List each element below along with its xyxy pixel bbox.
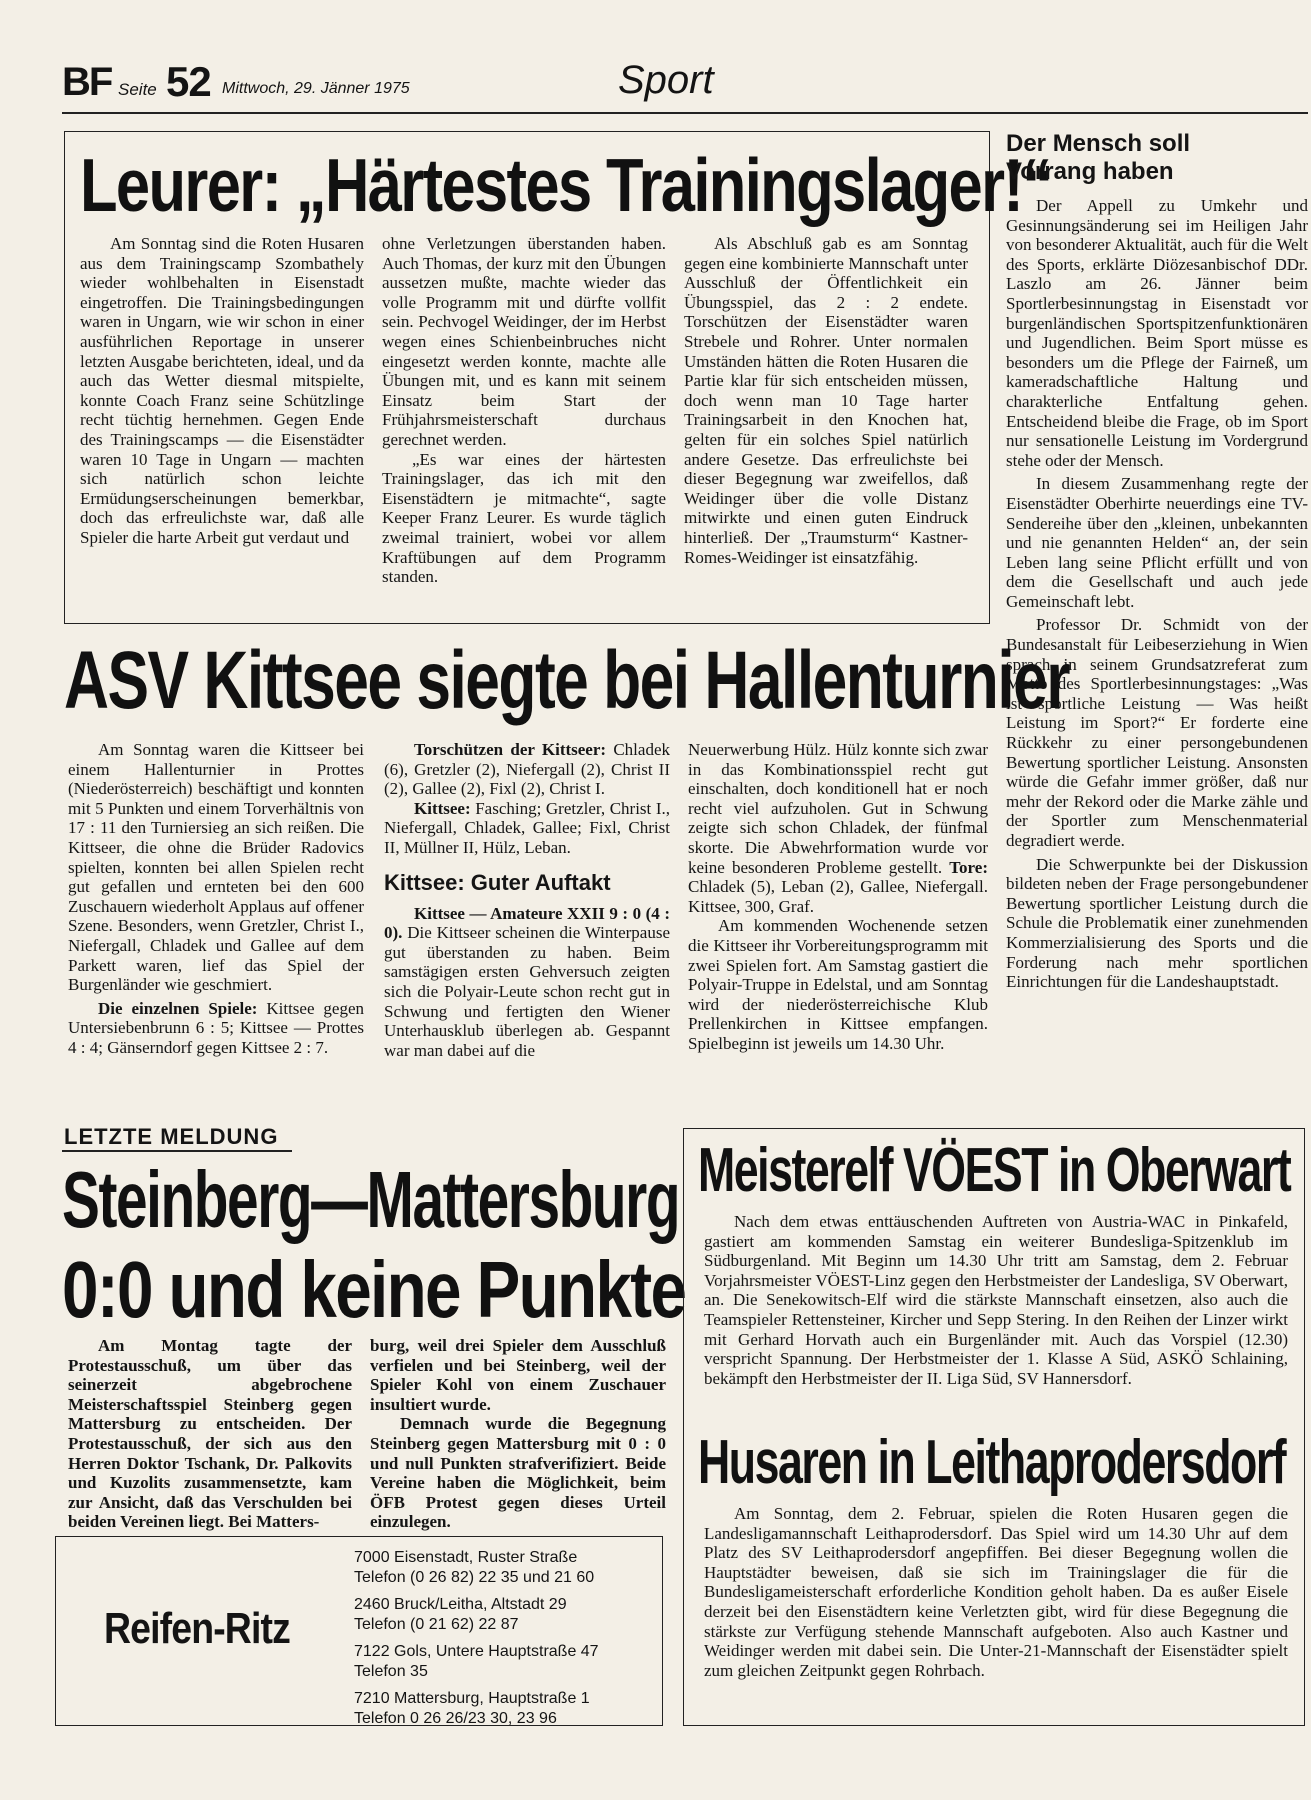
article-kittsee-scorers (384, 740, 670, 799)
article-kittsee-col3-text-b: Am kommenden Wochenende setzen die Kittseer ihr Vorbereitungsprogramm mit zwei Spielen fort. Am Samstag gastiert die Polyair-Truppe in Edelstal, und am Sonntag wird der niederösterreichische Klub Prellenkirchen in Kittsee empfangen. Spielbeginn ist jeweils um 14.30 Uhr. (688, 916, 988, 1053)
sidebar-headline: Der Mensch soll Vorrang haben (1006, 130, 1191, 185)
issue-date: Mittwoch, 29. Jänner 1975 (222, 80, 410, 97)
article-steinberg-kicker: LETZTE MELDUNG (64, 1124, 279, 1149)
article-kittsee-col2 (384, 740, 670, 1060)
article-kittsee-goals-text: Chladek (5), Leban (2), Gallee, Niefergall. Kittsee, 300, Graf. (688, 877, 988, 916)
article-steinberg-col2 (370, 1336, 666, 1532)
article-kittsee-games-text: Kittsee gegen Untersiebenbrunn 6 : 5; Kittsee — Prottes 4 : 4; Gänserndorf gegen Kittsee 2 : 7. (68, 998, 365, 1057)
article-kittsee-subhead: Kittsee: Guter Auftakt (384, 869, 611, 895)
article-leurer-col1 (80, 234, 364, 548)
sidebar-p1: Der Appell zu Umkehr und Gesinnungsänderung sei im Heiligen Jahr von besonderer Aktualität, auch für die Welt des Sports, erklärte Diözesanbischof DDr. Laszlo am 26. Jänner beim Sportlerbesinnungstag in Eisenstadt vor burgenländischen Sportspitzenfunktionären und Jugendlichen. Beim Sport müsse es besonders um die Pflege der Fairneß, um kameradschaftliche Haltung und charakterliche Entfaltung gehen. Entscheidend bleibe die Frage, ob im Sport nur sensationelle Leistung im Vordergrund stehe oder der Mensch. (1006, 196, 1308, 470)
article-voest-text: Nach dem etwas enttäuschenden Auftreten von Austria-WAC in Pinkafeld, gastiert am kommenden Samstag ein weiterer Bundesliga-Spitzenklub im Südburgenland. Mit Beginn um 14.30 Uhr tritt am Samstag, dem 2. Februar Vorjahrsmeister VÖEST-Linz gegen den Herbstmeister der Landesliga, SV Oberwart, an. Die Senekowitsch-Elf wird die stärkste Mannschaft einsetzen, also auch die Teamspieler Rettensteiner, Kircher und Sepp Stering. In den Reihen der Linzer wirkt mit Gerhard Horvath auch ein Burgenländer mit. Auch das Vorspiel (12.30) verspricht Spannung. Der Herbstmeister der 1. Klasse A Süd, ASKÖ Schlaining, bekämpft den Herbstmeister der II. Liga Süd, SV Hannersdorf. (704, 1212, 1288, 1388)
article-husaren-text: Am Sonntag, dem 2. Februar, spielen die Roten Husaren gegen die Landesligamannschaft Leithaprodersdorf. Das Spiel wird um 14.30 Uhr auf dem Platz des SV Leithaprodersdorf angepfiffen. Bei dieser Begegnung wollen die Hauptstädter beweisen, daß sie sich im Trainingslager die für die Bundesligameisterschaft erforderliche Kondition geholt haben. Da es außer Eisele derzeit bei den Eisenstädtern keine Verletzten gibt, wird für diese Begegnung die stärkste zur Verfügung stehende Mannschaft aufgeboten. Also auch Kastner und Weidinger werden mit dabei sein. Die Unter-21-Mannschaft der Eisenstädter spielt zum gleichen Zeitpunkt gegen Rohrbach. (704, 1504, 1288, 1680)
advert-branch-phone: Telefon (0 21 62) 22 87 (354, 1615, 519, 1633)
sidebar-body (1006, 196, 1308, 992)
masthead (62, 58, 1308, 116)
article-kittsee-col3-text-a (688, 740, 988, 916)
article-steinberg-col1-text: Am Montag tagte der Protestausschuß, um über das seinerzeit abgebrochene Meisterschaftsspiel Steinberg gegen Mattersburg zu entscheiden. Der Protestausschuß, der sich aus den Herren Doktor Tschank, Dr. Palkovits und Kuzolits zusammensetzte, kam zur Ansicht, daß das Verschulden bei beiden Vereinen liegt. Bei Matters- (68, 1336, 352, 1532)
article-kittsee-match-text: Die Kittseer scheinen die Winterpause gut überstanden zu haben. Beim samstägigen ersten Gehversuch zeigten sich die Polyair-Leute schon recht gut in Schwung und fertigten den Wiener Unterhausklub überlegen ab. Gespannt war man dabei auf die (384, 923, 670, 1060)
article-leurer-col2-text-b: „Es war eines der härtesten Trainingslager, das ich mit den Eisenstädtern je mitmachte“, sagte Keeper Franz Leurer. Es wurde täglich zweimal trainiert, wobei vor allem Kraftübungen auf dem Programm standen. (382, 449, 666, 587)
article-kittsee-match (384, 904, 670, 1061)
advert-branch (354, 1548, 654, 1587)
advert-branch (354, 1689, 654, 1728)
article-steinberg-headline-line2: 0:0 und keine Punkte (62, 1245, 686, 1334)
article-kittsee-col1-text: Am Sonntag waren die Kittseer bei einem Hallenturnier in Prottes (Niederösterreich) beschäftigt und konnten mit 5 Punkten und einem Torverhältnis von 17 : 11 den Turniersieg an sich reißen. Die Kittseer, die ohne die Brüder Radovics spielten, konnten bei allen Spielen recht gut gefallen und ernteten bei den 600 Zuschauern wiederholt Applaus auf offener Szene. Besonders, wenn Gretzler, Christ I., Niefergall, Chladek und Gallee auf dem Parkett waren, lief das Spiel der Burgenländer wie geschmiert. (68, 740, 364, 995)
article-steinberg-col2-text-b: Demnach wurde die Begegnung Steinberg gegen Mattersburg mit 0 : 0 und null Punkten strafverifiziert. Beide Vereine haben die Möglichkeit, beim ÖFB Protest gegen dieses Urteil einzulegen. (370, 1414, 666, 1532)
article-kittsee-goals-label: Tore: (949, 857, 989, 877)
page-label: Seite (118, 80, 157, 99)
advert-branch (354, 1595, 654, 1634)
article-kittsee-lineup (384, 799, 670, 858)
advert-branch-address: 2460 Bruck/Leitha, Altstadt 29 (354, 1596, 567, 1613)
advert-branch-phone: Telefon 35 (354, 1662, 428, 1680)
advert-brand: Reifen-Ritz (104, 1604, 290, 1653)
article-kittsee-lineup-label: Kittsee: (414, 798, 471, 818)
advert-branch-address: 7210 Mattersburg, Hauptstraße 1 (354, 1690, 590, 1707)
article-kittsee-games-label: Die einzelnen Spiele: (98, 998, 258, 1018)
article-kittsee-col3 (688, 740, 988, 1054)
article-leurer-headline: Leurer: „Härtestes Trainingslager!“ (80, 143, 1052, 227)
advert-branch (354, 1642, 654, 1681)
article-voest-headline: Meisterelf VÖEST in Oberwart (698, 1136, 1291, 1205)
article-steinberg-col1 (68, 1336, 352, 1532)
article-steinberg-headline-line1: Steinberg—Mattersburg (62, 1155, 680, 1244)
sidebar-p3: Professor Dr. Schmidt von der Bundesanstalt für Leibeserziehung in Wien sprach in seinem Grundsatzreferat zum Motto des Sportlerbesinnungstages: „Was ist sportliche Leistung — Was heißt Leistung im Sport?“ Er forderte eine Rückkehr zu einer persongebundenen Bewertung sportlicher Leistung. Ansonsten würde die Gefahr immer größer, daß nur mehr der Rekord oder die Marke zähle und der Sportler zum Menschenmaterial degradiert werde. (1006, 615, 1308, 850)
article-voest-body (704, 1212, 1288, 1388)
article-leurer-col3-text: Als Abschluß gab es am Sonntag gegen eine kombinierte Mannschaft unter Ausschluß der Öffentlichkeit ein Übungsspiel, das 2 : 2 endete. Torschützen der Eisenstädter waren Strebele und Rohrer. Unter normalen Umständen hätten die Roten Husaren die Partie klar für sich entscheiden müssen, doch wenn man 10 Tage harter Trainingsarbeit in den Knochen hat, gelten für ein solches Spiel natürlich andere Gesetze. Das erfreulichste bei dieser Begegnung war zweifellos, daß Weidinger über die volle Distanz mitwirkte und einen guten Eindruck hinterließ. Der „Traumsturm“ Kastner-Romes-Weidinger ist einsatzfähig. (684, 234, 968, 567)
article-steinberg-col2-text-a: burg, weil drei Spieler dem Ausschluß verfielen und bei Steinberg, weil der Spieler Kohl von einem Zuschauer insultiert wurde. (370, 1336, 666, 1414)
article-kittsee-games (68, 999, 364, 1058)
advert-branch-phone: Telefon (0 26 82) 22 35 und 21 60 (354, 1568, 595, 1586)
page-number: 52 (166, 58, 211, 105)
article-leurer-col3 (684, 234, 968, 567)
sidebar-p2: In diesem Zusammenhang regte der Eisenstädter Oberhirte neuerdings eine TV-Sendereihe über den „kleinen, unbekannten und nie genannten Helden“ an, der sein Leben lang seine Pflicht erfüllt und von dem die Gesellschaft und auch jede Gemeinschaft lebt. (1006, 474, 1308, 611)
article-kittsee-col3-a: Neuerwerbung Hülz. Hülz konnte sich zwar in das Kombinationsspiel recht gut einschalten, doch konditionell hat er noch recht viel aufzuholen. Gut in Schwung zeigte sich schon Chladek, der fünfmal skorte. Die Abwehrformation wurde vor keine besonderen Probleme gestellt. (688, 740, 988, 877)
article-leurer-col2-text-a: ohne Verletzungen überstanden haben. Auch Thomas, der kurz mit den Übungen aussetzen mußte, machte wieder das volle Programm mit und dürfte vollfit sein. Pechvogel Weidinger, der im Herbst wegen eines Schienbeinbruches nicht eingesetzt werden konnte, machte alle Übungen mit, und es kann mit seinem Einsatz beim Start der Frühjahrsmeisterschaft durchaus gerechnet werden. (382, 234, 666, 449)
article-kittsee-scorers-label: Torschützen der Kittseer: (414, 740, 607, 759)
article-kittsee-scorers-text: Chladek (6), Gretzler (2), Niefergall (2), Christ II (2), Gallee (2), Fixl (2), Christ I. (384, 740, 670, 799)
article-kittsee-match-label: Kittsee — Amateure XXII 9 : 0 (4 : 0). (384, 903, 670, 943)
advert-branches (354, 1548, 654, 1728)
masthead-logo: BF (62, 60, 112, 104)
article-kittsee-headline: ASV Kittsee siegte bei Hallenturnier (64, 635, 1070, 726)
section-title: Sport (618, 58, 714, 102)
advert-branch-address: 7000 Eisenstadt, Ruster Straße (354, 1549, 578, 1566)
article-leurer-col1-text: Am Sonntag sind die Roten Husaren aus dem Trainingscamp Szombathely wieder wohlbehalten in Eisenstadt eingetroffen. Die Trainingsbedingungen waren in Ungarn, wie wir schon in einer ausführlichen Reportage in unserer letzten Ausgabe berichteten, ideal, und da auch das Wetter diesmal mitspielte, konnte Coach Franz seine Schützlinge recht tüchtig hernehmen. Gegen Ende des Trainingscamps — die Eisenstädter waren 10 Tage in Ungarn — machten sich natürlich schon leichte Ermüdungserscheinungen bemerkbar, doch das erfreulichste war, daß alle Spieler die harte Arbeit gut verdaut und (80, 234, 364, 547)
article-kittsee-lineup-text: Fasching; Gretzler, Christ I., Niefergall, Chladek, Gallee; Fixl, Christ II, Müllner II, Hülz, Leban. (384, 798, 670, 857)
article-husaren-body (704, 1504, 1288, 1680)
advert-branch-address: 7122 Gols, Untere Hauptstraße 47 (354, 1643, 599, 1660)
article-kittsee-col1 (68, 740, 364, 1058)
advert-branch-phone: Telefon 0 26 26/23 30, 23 96 (354, 1709, 557, 1727)
article-husaren-headline: Husaren in Leithaprodersdorf (698, 1428, 1286, 1497)
article-leurer-col2 (382, 234, 666, 587)
masthead-rule (62, 112, 1308, 114)
kicker-underline (62, 1150, 292, 1152)
sidebar-p4: Die Schwerpunkte bei der Diskussion bildeten neben der Frage persongebundener Bewertung sportlicher Leistung durch die Schule die Problematik einer zunehmenden Kommerzialisierung des Sports und die Forderung nach mehr sportlichen Einrichtungen für die Landeshauptstadt. (1006, 854, 1308, 992)
